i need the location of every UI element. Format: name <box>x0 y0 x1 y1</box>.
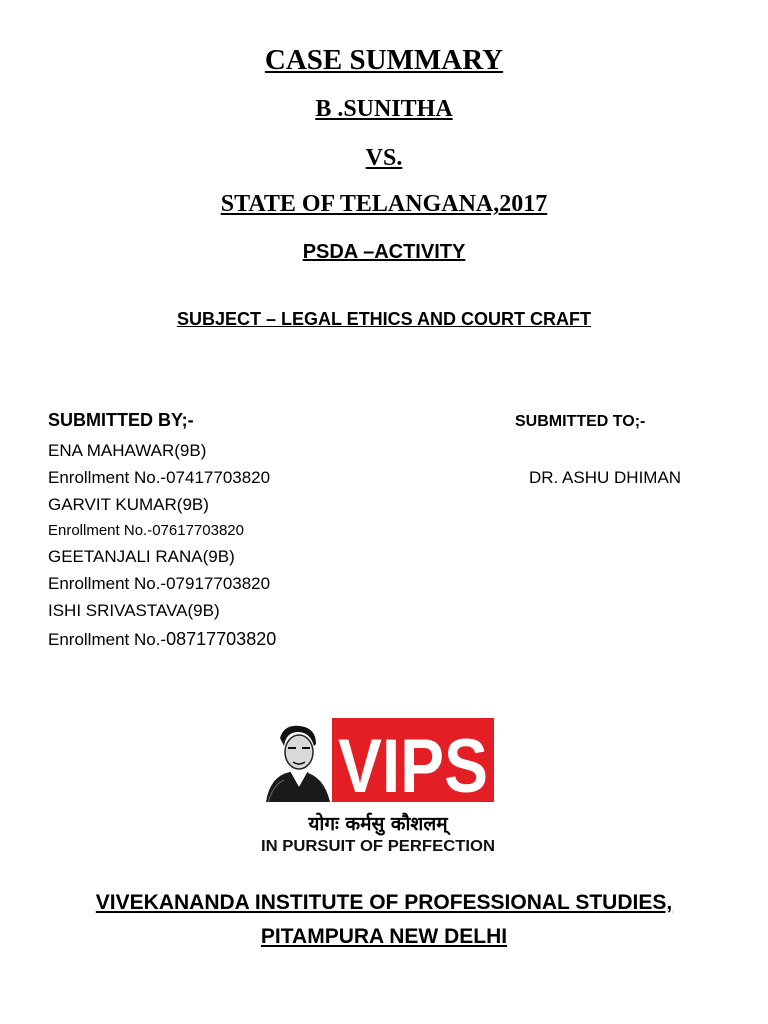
versus-label: VS. <box>365 145 403 171</box>
logo-brand-text: VIPS <box>338 724 488 809</box>
student-name: ISHI SRIVASTAVA(9B) <box>48 601 220 620</box>
doc-title: CASE SUMMARY <box>264 44 504 76</box>
logo-tagline: IN PURSUIT OF PERFECTION <box>261 838 495 855</box>
logo-motto: योगः कर्मसु कौशलम् <box>308 813 448 835</box>
portrait-icon <box>260 722 332 802</box>
party-one: B .SUNITHA <box>315 96 453 122</box>
institute-location: PITAMPURA NEW DELHI <box>260 925 508 948</box>
institute-name: VIVEKANANDA INSTITUTE OF PROFESSIONAL STUDIES, <box>95 891 673 914</box>
vips-logo <box>260 718 496 856</box>
enrollment-number: 08717703820 <box>166 629 277 649</box>
submitted-by-heading: SUBMITTED BY;- <box>48 410 194 430</box>
student-name: GARVIT KUMAR(9B) <box>48 495 209 514</box>
student-name: GEETANJALI RANA(9B) <box>48 547 235 566</box>
enrollment-prefix: Enrollment No.- <box>48 630 167 649</box>
student-enrollment: Enrollment No.-07617703820 <box>48 522 244 539</box>
faculty-name: DR. ASHU DHIMAN <box>529 468 682 487</box>
activity-label: PSDA –ACTIVITY <box>302 241 466 263</box>
student-enrollment <box>48 629 276 650</box>
student-enrollment: Enrollment No.-07917703820 <box>48 574 271 593</box>
subject-label: SUBJECT – LEGAL ETHICS AND COURT CRAFT <box>176 309 592 329</box>
student-enrollment: Enrollment No.-07417703820 <box>48 468 271 487</box>
submitted-to-heading: SUBMITTED TO;- <box>515 413 646 430</box>
student-name: ENA MAHAWAR(9B) <box>48 441 207 460</box>
party-two: STATE OF TELANGANA,2017 <box>220 191 548 217</box>
